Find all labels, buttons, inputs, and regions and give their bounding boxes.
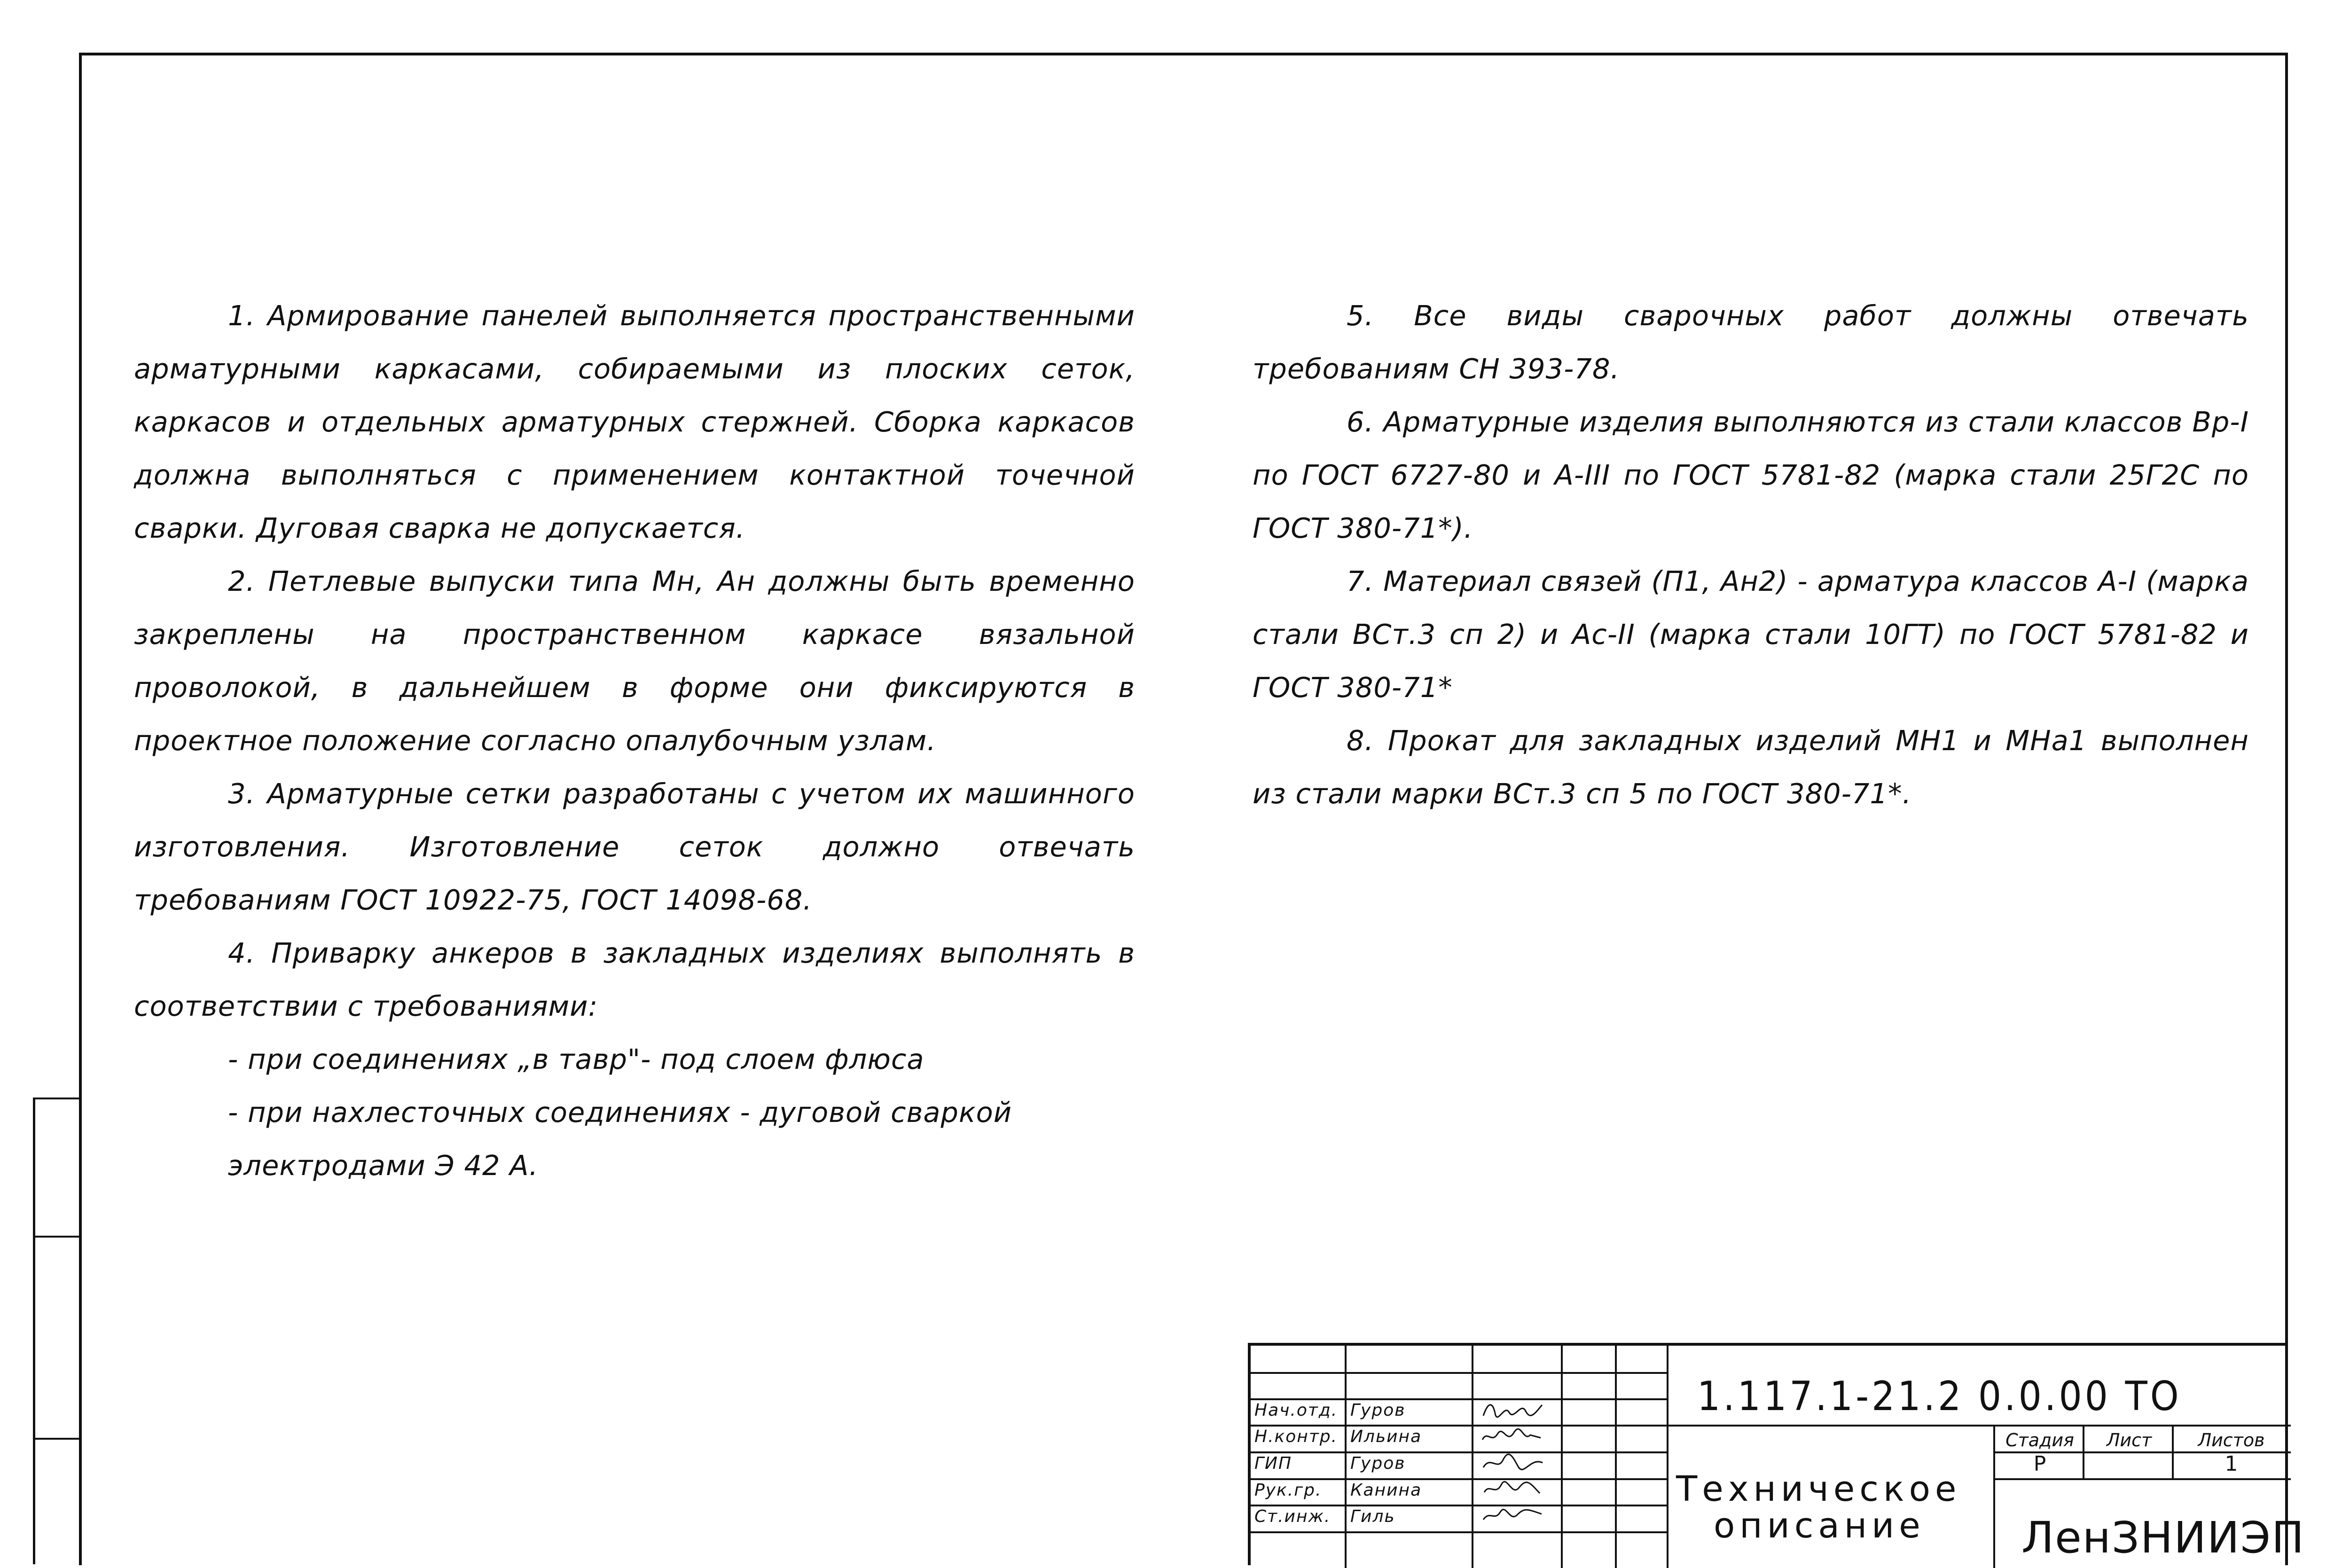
signature-name: Ильина: [1350, 1427, 1422, 1446]
stage-value: Р: [2033, 1452, 2046, 1476]
note-paragraph: 1. Армирование панелей выполняется пространственными арматурными каркасами, собираемыми из плоских сеток, каркасов и отдельных арматурных стержней. Сборка каркасов должна выполняться с применением контактной точечной сварки. Дуговая сварка не допускается.: [134, 299, 1135, 544]
sheets-header: Листов: [2198, 1430, 2265, 1450]
note-paragraph: 6. Арматурные изделия выполняются из стали классов Вр-I по ГОСТ 6727-80 и А-III по ГОСТ 5781-82 (марка стали 25Г2С по ГОСТ 380-71*).: [1253, 406, 2249, 544]
note-paragraph: электродами Э 42 А.: [228, 1149, 539, 1182]
note-paragraph: - при соединениях „в тавр"- под слоем флюса: [228, 1043, 924, 1075]
note-paragraph: 8. Прокат для закладных изделий МН1 и МНа1 выполнен из стали марки ВСт.3 сп 5 по ГОСТ 380-71*.: [1253, 724, 2249, 810]
handwritten-signature: [1479, 1452, 1544, 1474]
document-title-line1: Техническое: [1676, 1469, 1961, 1509]
signature-name: Канина: [1350, 1481, 1422, 1500]
handwritten-signature: [1479, 1479, 1544, 1501]
note-paragraph: 7. Материал связей (П1, Ан2) - арматура классов А-I (марка стали ВСт.3 сп 2) и Ас-II (марка стали 10ГТ) по ГОСТ 5781-82 и ГОСТ 380-71*: [1253, 565, 2249, 704]
note-paragraph: 2. Петлевые выпуски типа Мн, Ан должны быть временно закреплены на пространственном каркасе вязальной проволокой, в дальнейшем в форме они фиксируются в проектное положение согласно опалубочным узлам.: [134, 565, 1135, 757]
note-paragraph: 4. Приварку анкеров в закладных изделиях выполнять в соответствии с требованиями:: [134, 937, 1135, 1022]
organization-name: ЛенЗНИИЭП: [2021, 1513, 2305, 1563]
signature-role: ГИП: [1254, 1454, 1292, 1473]
signature-role: Н.контр.: [1254, 1427, 1338, 1446]
notes-right-column: [1253, 289, 2249, 820]
note-paragraph: 3. Арматурные сетки разработаны с учетом их машинного изготовления. Изготовление сеток должно отвечать требованиям ГОСТ 10922-75, ГОСТ 14098-68.: [134, 777, 1135, 916]
binding-margin-strip: [33, 1098, 79, 1564]
handwritten-signature: [1479, 1505, 1544, 1527]
signature-name: Гуров: [1350, 1401, 1406, 1420]
document-code: 1.117.1-21.2 0.0.00 ТО: [1697, 1373, 2182, 1420]
sheet-header: Лист: [2106, 1430, 2152, 1450]
notes-left-column: [134, 289, 1135, 1192]
signature-role: Ст.инж.: [1254, 1507, 1331, 1526]
title-block: [1248, 1343, 2305, 1565]
signature-role: Нач.отд.: [1254, 1401, 1338, 1420]
document-title-line2: описание: [1714, 1505, 1925, 1546]
note-paragraph: - при нахлесточных соединениях - дуговой сваркой: [228, 1096, 1012, 1129]
signature-name: Гиль: [1350, 1507, 1395, 1526]
handwritten-signature: [1479, 1399, 1544, 1421]
note-paragraph: 5. Все виды сварочных работ должны отвечать требованиям СН 393-78.: [1253, 299, 2249, 385]
stage-header: Стадия: [2005, 1430, 2074, 1450]
handwritten-signature: [1479, 1426, 1544, 1447]
signature-role: Рук.гр.: [1254, 1481, 1322, 1500]
signature-name: Гуров: [1350, 1454, 1406, 1473]
sheets-value: 1: [2225, 1452, 2238, 1476]
